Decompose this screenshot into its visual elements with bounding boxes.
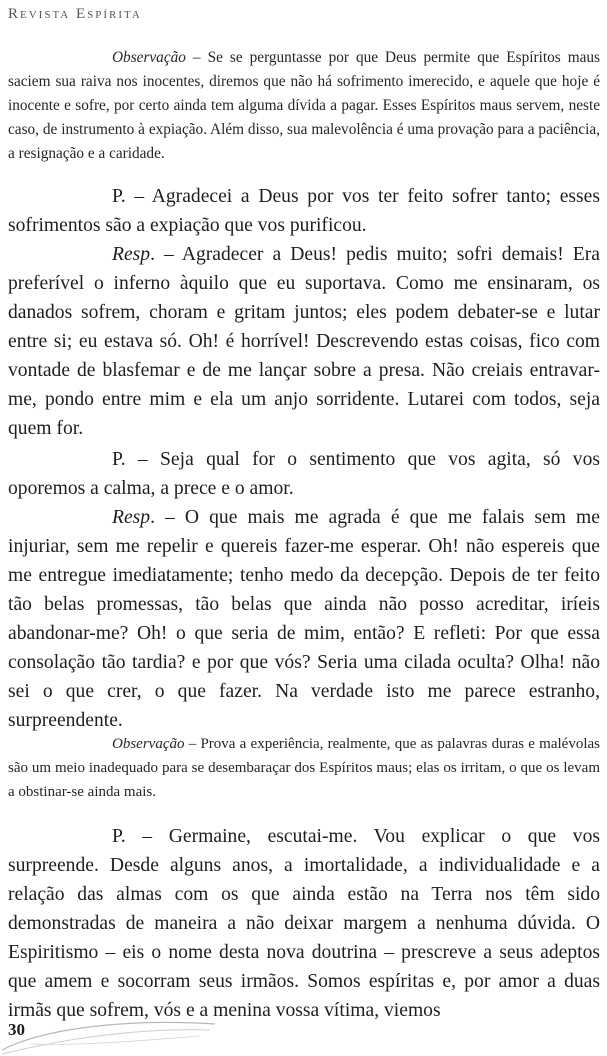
dialogue-block bbox=[8, 182, 600, 443]
observation-note bbox=[8, 732, 600, 804]
note-text: – Prova a experiência, realmente, que as palavras duras e malévolas são um meio inadequado para se desembaraçar dos Espíritos maus; elas os irritam, o que os levam a obstinar-se ainda mais. bbox=[8, 736, 600, 800]
answer-text: . – Agradecer a Deus! pedis muito; sofri demais! Era preferível o inferno àquilo que eu suportava. Como me ensinaram, os danados sofrem, choram e gritam juntos; eles podem debater-se e lutar entre si; eu estava só. Oh! é horrível! Descrevendo estas coisas, fico com vontade de blasfemar e de me lançar sobre a presa. Não creiais entravar-me, pondo entre mim e ela um anjo sorridente. Lutarei com todos, seja quem for. bbox=[8, 244, 600, 439]
dialogue-block bbox=[8, 445, 600, 735]
running-header: Revista Espírita bbox=[8, 6, 142, 22]
answer-text: . – O que mais me agrada é que me falais sem me injuriar, sem me repelir e quereis fazer-me esperar. Oh! não espereis que me entregue imediatamente; tenho medo da decepção. Depois de ter feito tão belas promessas, tão belas que ainda não posso acreditar, iríeis abandonar-me? Oh! o que seria de mim, então? E refleti: Por que essa consolação tão tardia? e por que vós? Seria uma cilada oculta? Olha! não sei o que crer, o que fazer. Na verdade isto me parece estranho, surpreendente. bbox=[8, 507, 600, 731]
question-paragraph: P. – Agradecei a Deus por vos ter feito sofrer tanto; esses sofrimentos são a expiação que vos purificou. bbox=[8, 186, 600, 236]
dialogue-block bbox=[8, 822, 600, 1025]
page-number: 30 bbox=[8, 1020, 25, 1039]
answer-label: Resp bbox=[112, 507, 151, 528]
answer-paragraph bbox=[8, 240, 600, 443]
question-paragraph: P. – Germaine, escutai-me. Vou explicar o que vos surpreende. Desde alguns anos, a imortalidade, a individualidade e a relação das almas com os que ainda estão na Terra nos têm sido demonstradas de maneira a não deixar margem a nenhuma dúvida. O Espiritismo – eis o nome desta nova doutrina – prescreve a seus adeptos que amem e socorram seus irmãos. Somos espíritas e, por amor a duas irmãs que sofrem, vós e a menina vossa vítima, viemos bbox=[8, 826, 600, 1021]
answer-label: Resp bbox=[112, 244, 151, 265]
note-text: – Se se perguntasse por que Deus permite que Espíritos maus saciem sua raiva nos inocentes, diremos que não há sofrimento imerecido, e aquele que hoje é inocente e sofre, por certo ainda tem alguma dívida a pagar. Esses Espíritos maus servem, neste caso, de instrumento à expiação. Além disso, sua malevolência é uma provação para a paciência, a resignação e a caridade. bbox=[8, 49, 600, 162]
answer-paragraph bbox=[8, 503, 600, 735]
decorative-swoosh bbox=[0, 1010, 220, 1056]
note-label: Observação bbox=[112, 736, 185, 752]
observation-note bbox=[8, 46, 600, 166]
note-label: Observação bbox=[112, 49, 186, 66]
question-paragraph: P. – Seja qual for o sentimento que vos agita, só vos oporemos a calma, a prece e o amor. bbox=[8, 449, 600, 499]
